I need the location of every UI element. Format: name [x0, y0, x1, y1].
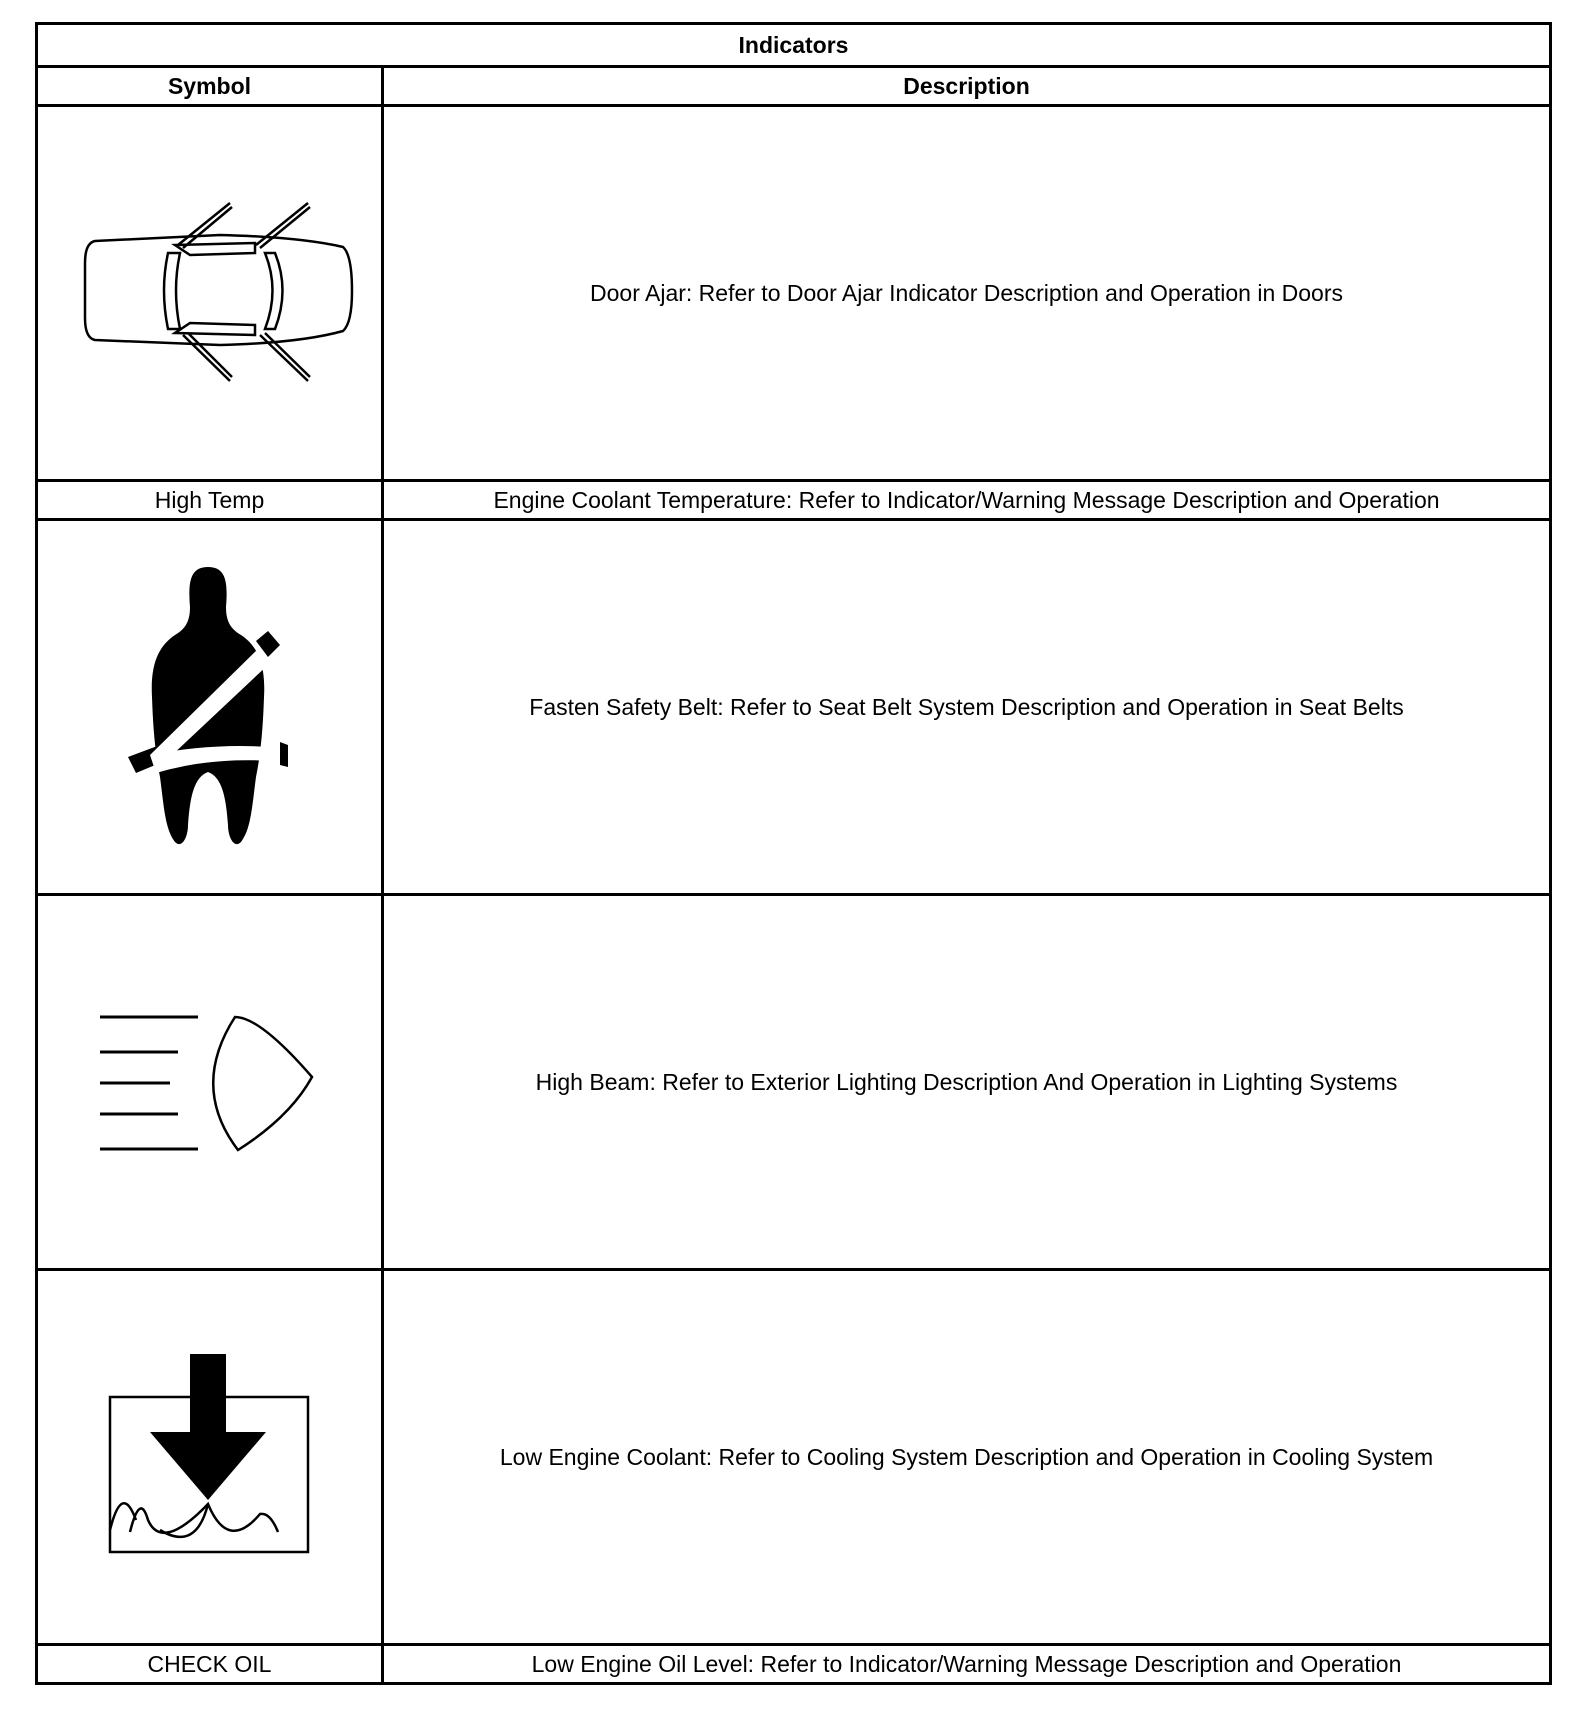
- header-row: [37, 67, 1551, 106]
- symbol-cell: [37, 520, 383, 895]
- symbol-text-cell: High Temp: [37, 481, 383, 520]
- low-coolant-icon: [100, 1352, 320, 1562]
- title-row: [37, 24, 1551, 67]
- symbol-cell: [37, 1270, 383, 1645]
- table-row: [37, 1270, 1551, 1645]
- symbol-cell: [37, 106, 383, 481]
- door-ajar-icon: [60, 183, 360, 403]
- symbol-column-header: Symbol: [37, 67, 383, 106]
- description-cell: Engine Coolant Temperature: Refer to Indicator/Warning Message Description and Operation: [383, 481, 1551, 520]
- description-cell: Door Ajar: Refer to Door Ajar Indicator Description and Operation in Doors: [383, 106, 1551, 481]
- symbol-cell: [37, 895, 383, 1270]
- indicators-table: [35, 22, 1552, 1685]
- description-cell: Low Engine Coolant: Refer to Cooling System Description and Operation in Cooling System: [383, 1270, 1551, 1645]
- description-cell: Fasten Safety Belt: Refer to Seat Belt System Description and Operation in Seat Belts: [383, 520, 1551, 895]
- table-row: [37, 520, 1551, 895]
- table-row: [37, 1645, 1551, 1684]
- description-cell: Low Engine Oil Level: Refer to Indicator/Warning Message Description and Operation: [383, 1645, 1551, 1684]
- table-row: [37, 481, 1551, 520]
- table-row: [37, 895, 1551, 1270]
- symbol-text-cell: CHECK OIL: [37, 1645, 383, 1684]
- table-row: [37, 106, 1551, 481]
- high-beam-icon: [90, 1007, 330, 1157]
- description-column-header: Description: [383, 67, 1551, 106]
- seat-belt-icon: [120, 567, 300, 847]
- description-cell: High Beam: Refer to Exterior Lighting Description And Operation in Lighting Systems: [383, 895, 1551, 1270]
- table-title: Indicators: [37, 24, 1551, 67]
